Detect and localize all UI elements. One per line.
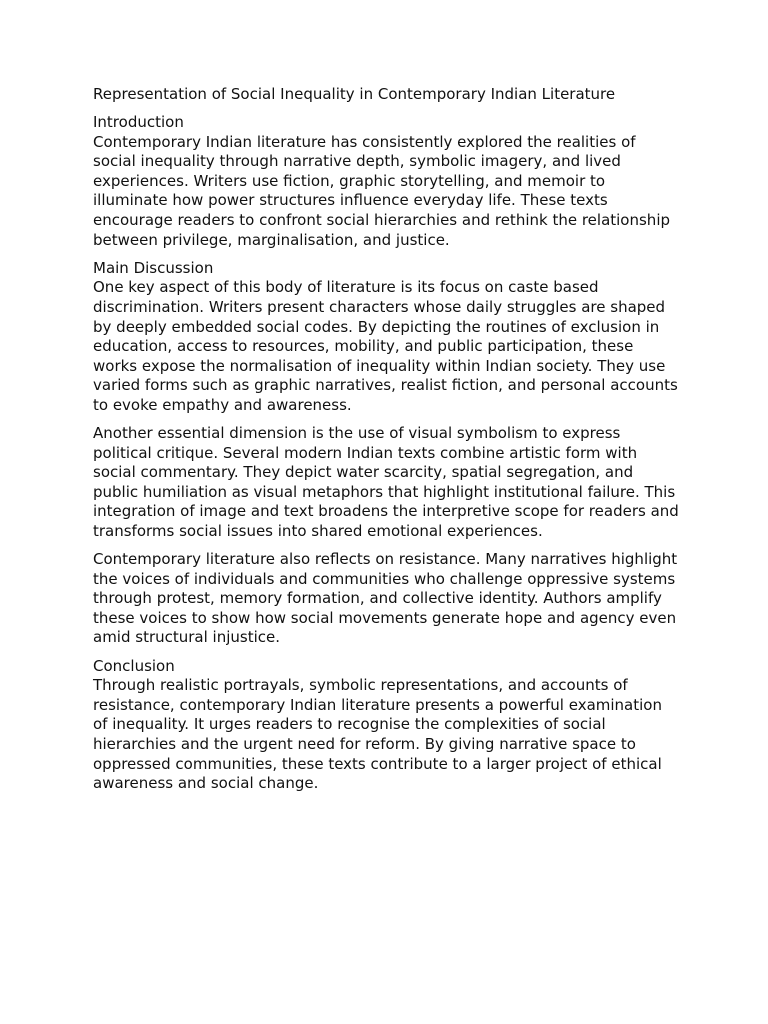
paragraph: Contemporary Indian literature has consistently explored the realities of social inequality through narrative depth, symbolic imagery, and lived experiences. Writers use fiction, graphic storytelling, and memoir to illuminate how power structures influence everyday life. These texts encourage readers to confront social hierarchies and rethink the relationship between privilege, marginalisation, and justice. (93, 132, 671, 249)
paragraph: Contemporary literature also reflects on resistance. Many narratives highlight the voices of individuals and communities who challenge oppressive systems through protest, memory formation, and collective identity. Authors amplify these voices to show how social movements generate hope and agency even amid structural injustice. (93, 550, 678, 647)
paragraph: Through realistic portrayals, symbolic representations, and accounts of resistance, contemporary Indian literature presents a powerful examination of inequality. It urges readers to recognise the complexities of social hierarchies and the urgent need for reform. By giving narrative space to oppressed communities, these texts contribute to a larger project of ethical awareness and social change. (93, 676, 662, 793)
paragraph: Another essential dimension is the use of visual symbolism to express political critique. Several modern Indian texts combine artistic form with social commentary. They depict water scarcity, spatial segregation, and public humiliation as visual metaphors that highlight institutional failure. This integration of image and text broadens the interpretive scope for readers and transforms social issues into shared emotional experiences. (93, 424, 679, 540)
section-heading: Main Discussion (93, 258, 214, 277)
section-introduction (93, 113, 680, 250)
section-main-discussion (93, 259, 680, 648)
section-heading: Conclusion (93, 656, 175, 675)
section-heading: Introduction (93, 113, 184, 132)
section-conclusion (93, 657, 680, 794)
document-title: Representation of Social Inequality in Contemporary Indian Literature (93, 85, 616, 103)
paragraph: One key aspect of this body of literature is its focus on caste based discrimination. Writers present characters whose daily struggles are shaped by deeply embedded social codes. By depicting the routines of exclusion in education, access to resources, mobility, and public participation, these works expose the normalisation of inequality within Indian society. They use varied forms such as graphic narratives, realist fiction, and personal accounts to evoke empathy and awareness. (93, 278, 678, 414)
